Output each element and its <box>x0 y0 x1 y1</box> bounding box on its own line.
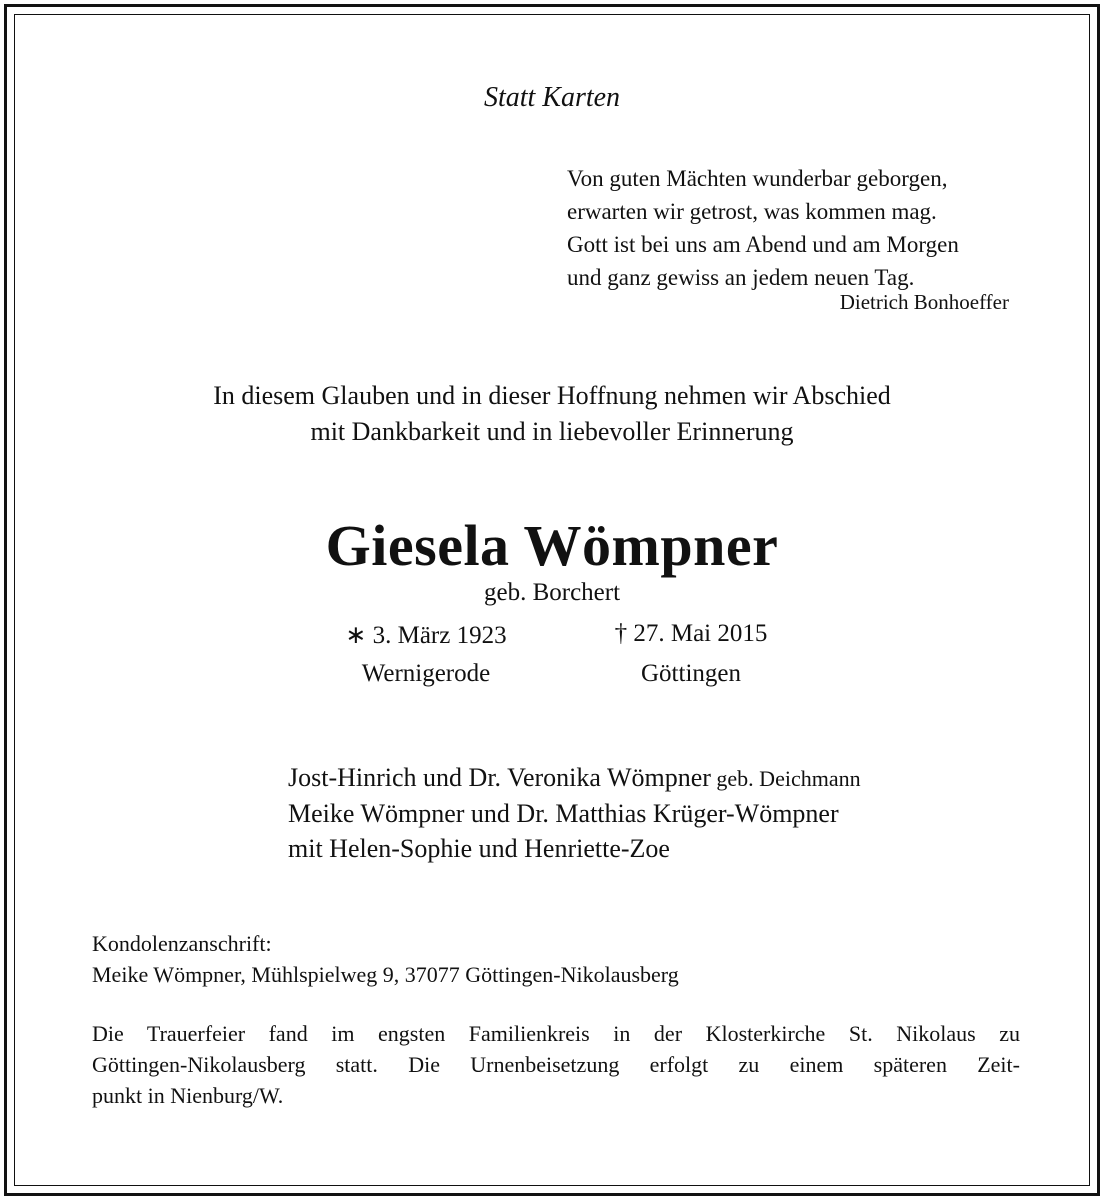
poem-line: Von guten Mächten wunderbar geborgen, <box>567 166 948 191</box>
poem-line: und ganz gewiss an jedem neuen Tag. <box>567 265 915 290</box>
birth-date: ∗ 3. März 1923 <box>345 622 507 649</box>
birth-place: Wernigerode <box>361 660 491 687</box>
family-member: Jost-Hinrich und Dr. Veronika Wömpner <box>288 763 711 792</box>
condolence-address-text: Meike Wömpner, Mühlspielweg 9, 37077 Göttingen-Nikolausberg <box>92 962 679 987</box>
funeral-notice <box>92 1018 1020 1111</box>
maiden-name: geb. Borchert <box>483 579 621 606</box>
poem-line: erwarten wir getrost, was kommen mag. <box>567 199 937 224</box>
death-date: † 27. Mai 2015 <box>614 620 768 647</box>
condolence-address <box>92 928 679 990</box>
poem <box>567 162 1027 294</box>
header-statt-karten: Statt Karten <box>483 82 621 113</box>
family-line: Meike Wömpner und Dr. Matthias Krüger-Wömpner <box>288 799 839 828</box>
notice-line: punkt in Nienburg/W. <box>92 1083 284 1108</box>
family-list <box>288 760 861 866</box>
poem-line: Gott ist bei uns am Abend und am Morgen <box>567 232 959 257</box>
intro-text <box>0 378 1104 450</box>
notice-line: Die Trauerfeier fand im engsten Familienkreis in der Klosterkirche St. Nikolaus zu <box>92 1021 1020 1046</box>
family-member-maiden: geb. Deichmann <box>710 766 861 791</box>
family-line: mit Helen-Sophie und Henriette-Zoe <box>288 834 670 863</box>
intro-line: In diesem Glauben und in dieser Hoffnung nehmen wir Abschied <box>213 381 891 410</box>
intro-line: mit Dankbarkeit und in liebevoller Erinnerung <box>310 417 794 446</box>
deceased-name: Giesela Wömpner <box>325 513 779 578</box>
notice-line: Göttingen-Nikolausberg statt. Die Urnenbeisetzung erfolgt zu einem späteren Zeit- <box>92 1052 1020 1077</box>
poem-author: Dietrich Bonhoeffer <box>839 290 1009 314</box>
death-place: Göttingen <box>641 660 741 687</box>
condolence-label: Kondolenzanschrift: <box>92 931 272 956</box>
family-line <box>288 760 861 796</box>
